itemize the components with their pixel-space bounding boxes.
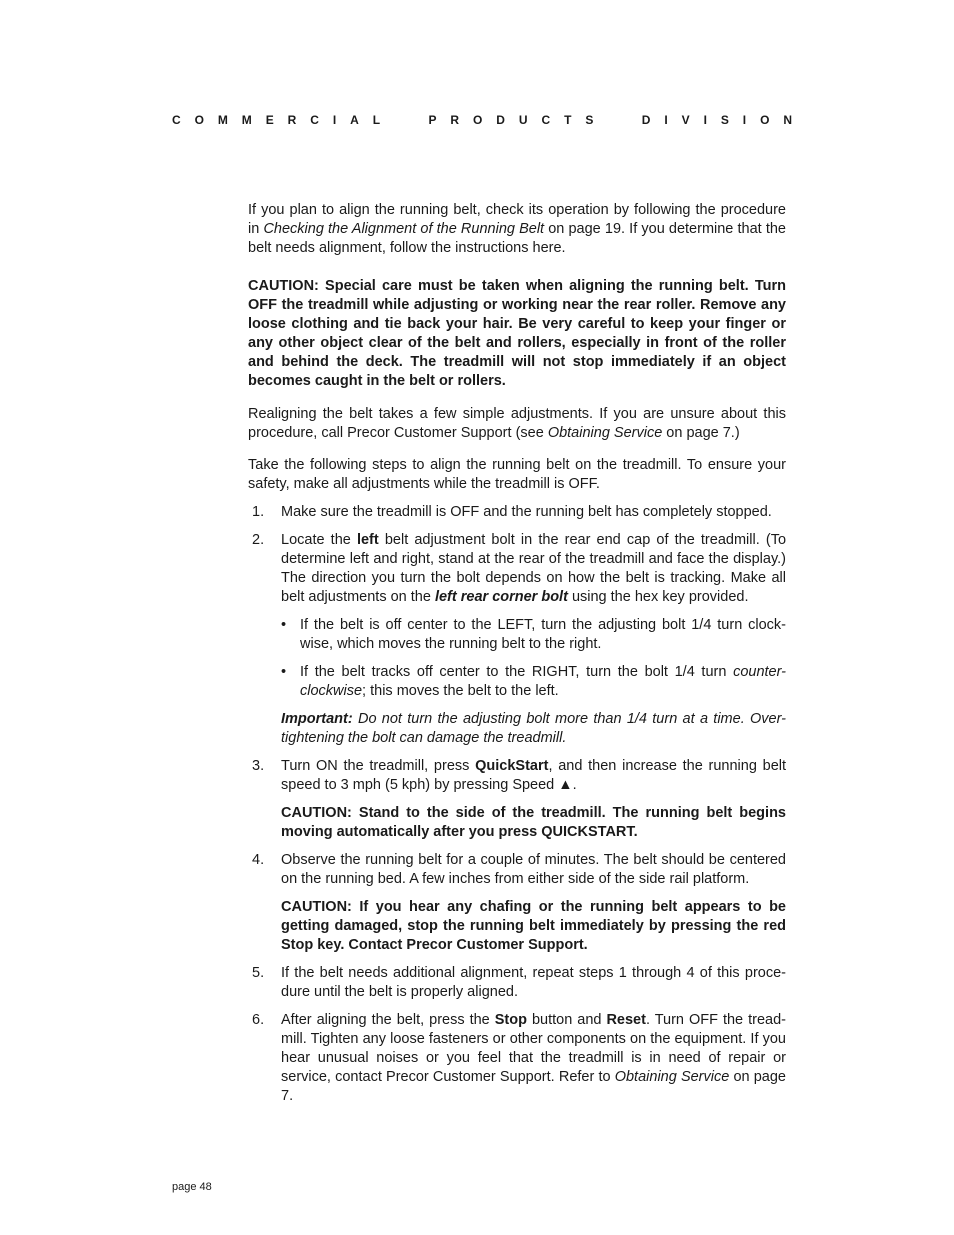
step-text xyxy=(281,1011,786,1106)
header-letter: S xyxy=(720,113,729,127)
bullet-text xyxy=(300,663,786,701)
intro-reference-title: Checking the Alignment of the Running Belt xyxy=(263,221,545,237)
step-6-bold-stop: Stop xyxy=(494,1012,527,1028)
header-letter: I xyxy=(703,113,707,127)
step-number: 6. xyxy=(252,1012,265,1028)
step-number: 2. xyxy=(252,532,265,548)
step-2-text-3: using the hex key provided. xyxy=(567,589,749,605)
bullet-icon: • xyxy=(281,617,287,633)
header-letter: C xyxy=(541,113,551,127)
steps-intro: Take the following steps to align the running belt on the treadmill. To ensure your safety, make all adjustments while the treadmill is OFF. xyxy=(248,457,786,492)
header-letter: O xyxy=(194,113,204,127)
header-letter: P xyxy=(428,113,437,127)
bullet-text: If the belt is off center to the LEFT, turn the adjusting bolt 1/4 turn clock-wise, which moves the running belt to the right. xyxy=(300,617,786,652)
step-6-text-3: . Turn OFF the tread-mill. Tighten any loose fasteners or other components on the equipment. If you hear unusual noises or you feel that the treadmill is in need of repair or service, contact Precor Customer Support. Refer to xyxy=(281,1012,786,1085)
important-label: Important: xyxy=(281,711,353,727)
step-4 xyxy=(248,851,786,955)
page-body xyxy=(248,201,786,1115)
step-number: 4. xyxy=(252,852,265,868)
bullet-item-left xyxy=(281,616,786,654)
header-letter: O xyxy=(760,113,770,127)
step-3-bold-quickstart: QuickStart xyxy=(475,758,549,774)
step-6 xyxy=(248,1011,786,1106)
realign-reference: Obtaining Service xyxy=(547,425,663,441)
step-6-text-1: After aligning the belt, press the xyxy=(281,1012,495,1028)
step-4-caution: CAUTION: If you hear any chafing or the running belt appears to be getting damaged, stop the running belt immediately by pressing the red Stop key. Contact Precor Customer Support. xyxy=(281,899,786,953)
header-letter: I xyxy=(332,113,337,127)
step-6-text-2: button and xyxy=(526,1012,607,1028)
header-letter: O xyxy=(473,113,483,127)
header-letter: S xyxy=(585,113,594,127)
header-letter: M xyxy=(241,113,252,127)
step-3-caution: CAUTION: Stand to the side of the treadmill. The running belt begins moving automatically after you press QUICKSTART. xyxy=(281,805,786,840)
step-2-text-2: belt adjustment bolt in the rear end cap of the treadmill. (To determine left and right, stand at the rear of the treadmill and face the display.) The direction you turn the bolt depends on how the belt is tracking. Make all belt adjustments on the xyxy=(281,532,787,605)
running-header xyxy=(172,113,792,127)
step-2-bold-italic: left rear corner bolt xyxy=(434,589,568,605)
important-note xyxy=(281,710,786,748)
caution-paragraph: CAUTION: Special care must be taken when aligning the running belt. Turn OFF the treadmill while adjusting or working near the rear roller. Remove any loose clothing and tie back your hair. Be very careful to keep your finger or any other object clear of the belt and rollers, especially in front of the roller and behind the deck. The treadmill will not stop immediately if an object becomes caught in the belt or rollers. xyxy=(248,278,786,389)
step-5 xyxy=(248,964,786,1002)
step-text xyxy=(281,757,786,795)
header-letter: R xyxy=(450,113,460,127)
header-letter: V xyxy=(681,113,690,127)
step-6-text-4: on page 7. xyxy=(281,1069,786,1104)
intro-paragraph xyxy=(248,201,786,258)
header-letter: R xyxy=(287,113,297,127)
step-3 xyxy=(248,757,786,842)
step-1 xyxy=(248,503,786,522)
header-letter: I xyxy=(742,113,747,127)
step-2-bold-left: left xyxy=(356,532,379,548)
intro-text-1: If you plan to align the running belt, check its operation by following the procedure in xyxy=(248,202,786,237)
header-letter: L xyxy=(372,113,381,127)
header-letter: D xyxy=(641,113,651,127)
step-3-text-1: Turn ON the treadmill, press xyxy=(281,758,476,774)
header-letter: C xyxy=(172,113,181,127)
step-number: 1. xyxy=(252,504,265,520)
bullet-2-text-1: If the belt tracks off center to the RIGHT, turn the bolt 1/4 turn xyxy=(300,664,734,680)
bullet-2-text-2: ; this moves the belt to the left. xyxy=(362,683,559,699)
header-letter: C xyxy=(310,113,319,127)
step-2-text-1: Locate the xyxy=(281,532,357,548)
step-text: Make sure the treadmill is OFF and the running belt has completely stopped. xyxy=(281,504,772,520)
header-letter: E xyxy=(265,113,274,127)
step-3-text-2: , and then increase the running belt speed to 3 mph (5 kph) by pressing Speed ▲. xyxy=(281,758,787,793)
step-text: If the belt needs additional alignment, repeat steps 1 through 4 of this proce-dure until the belt is properly aligned. xyxy=(281,965,786,1000)
realign-text-2: on page 7.) xyxy=(662,425,740,441)
bullet-2-italic: counter-clockwise xyxy=(300,664,786,699)
header-letter: I xyxy=(664,113,668,127)
step-number: 5. xyxy=(252,965,265,981)
realign-text-1: Realigning the belt takes a few simple adjustments. If you are unsure about this procedure, call Precor Customer Support (see xyxy=(248,406,786,441)
header-letter: A xyxy=(350,113,359,127)
realign-paragraph xyxy=(248,405,786,443)
bullet-icon: • xyxy=(281,664,287,680)
header-letter: M xyxy=(217,113,228,127)
bullet-item-right xyxy=(281,663,786,701)
step-6-reference: Obtaining Service xyxy=(614,1069,730,1085)
step-text: Observe the running belt for a couple of minutes. The belt should be centered on the running bed. A few inches from either side of the side rail platform. xyxy=(281,852,786,887)
step-6-bold-reset: Reset xyxy=(606,1012,646,1028)
important-text: Do not turn the adjusting bolt more than 1/4 turn at a time. Over-tightening the bolt can damage the treadmill. xyxy=(281,711,786,746)
header-letter: T xyxy=(564,113,572,127)
header-letter: N xyxy=(783,113,792,127)
header-letter: U xyxy=(518,113,528,127)
intro-text-2: on page 19. If you determine that the belt needs alignment, follow the instructions here. xyxy=(248,221,786,256)
step-2 xyxy=(248,531,786,748)
step-number: 3. xyxy=(252,758,265,774)
step-text xyxy=(281,531,786,607)
page-number: page 48 xyxy=(172,1181,212,1193)
header-letter: D xyxy=(496,113,505,127)
